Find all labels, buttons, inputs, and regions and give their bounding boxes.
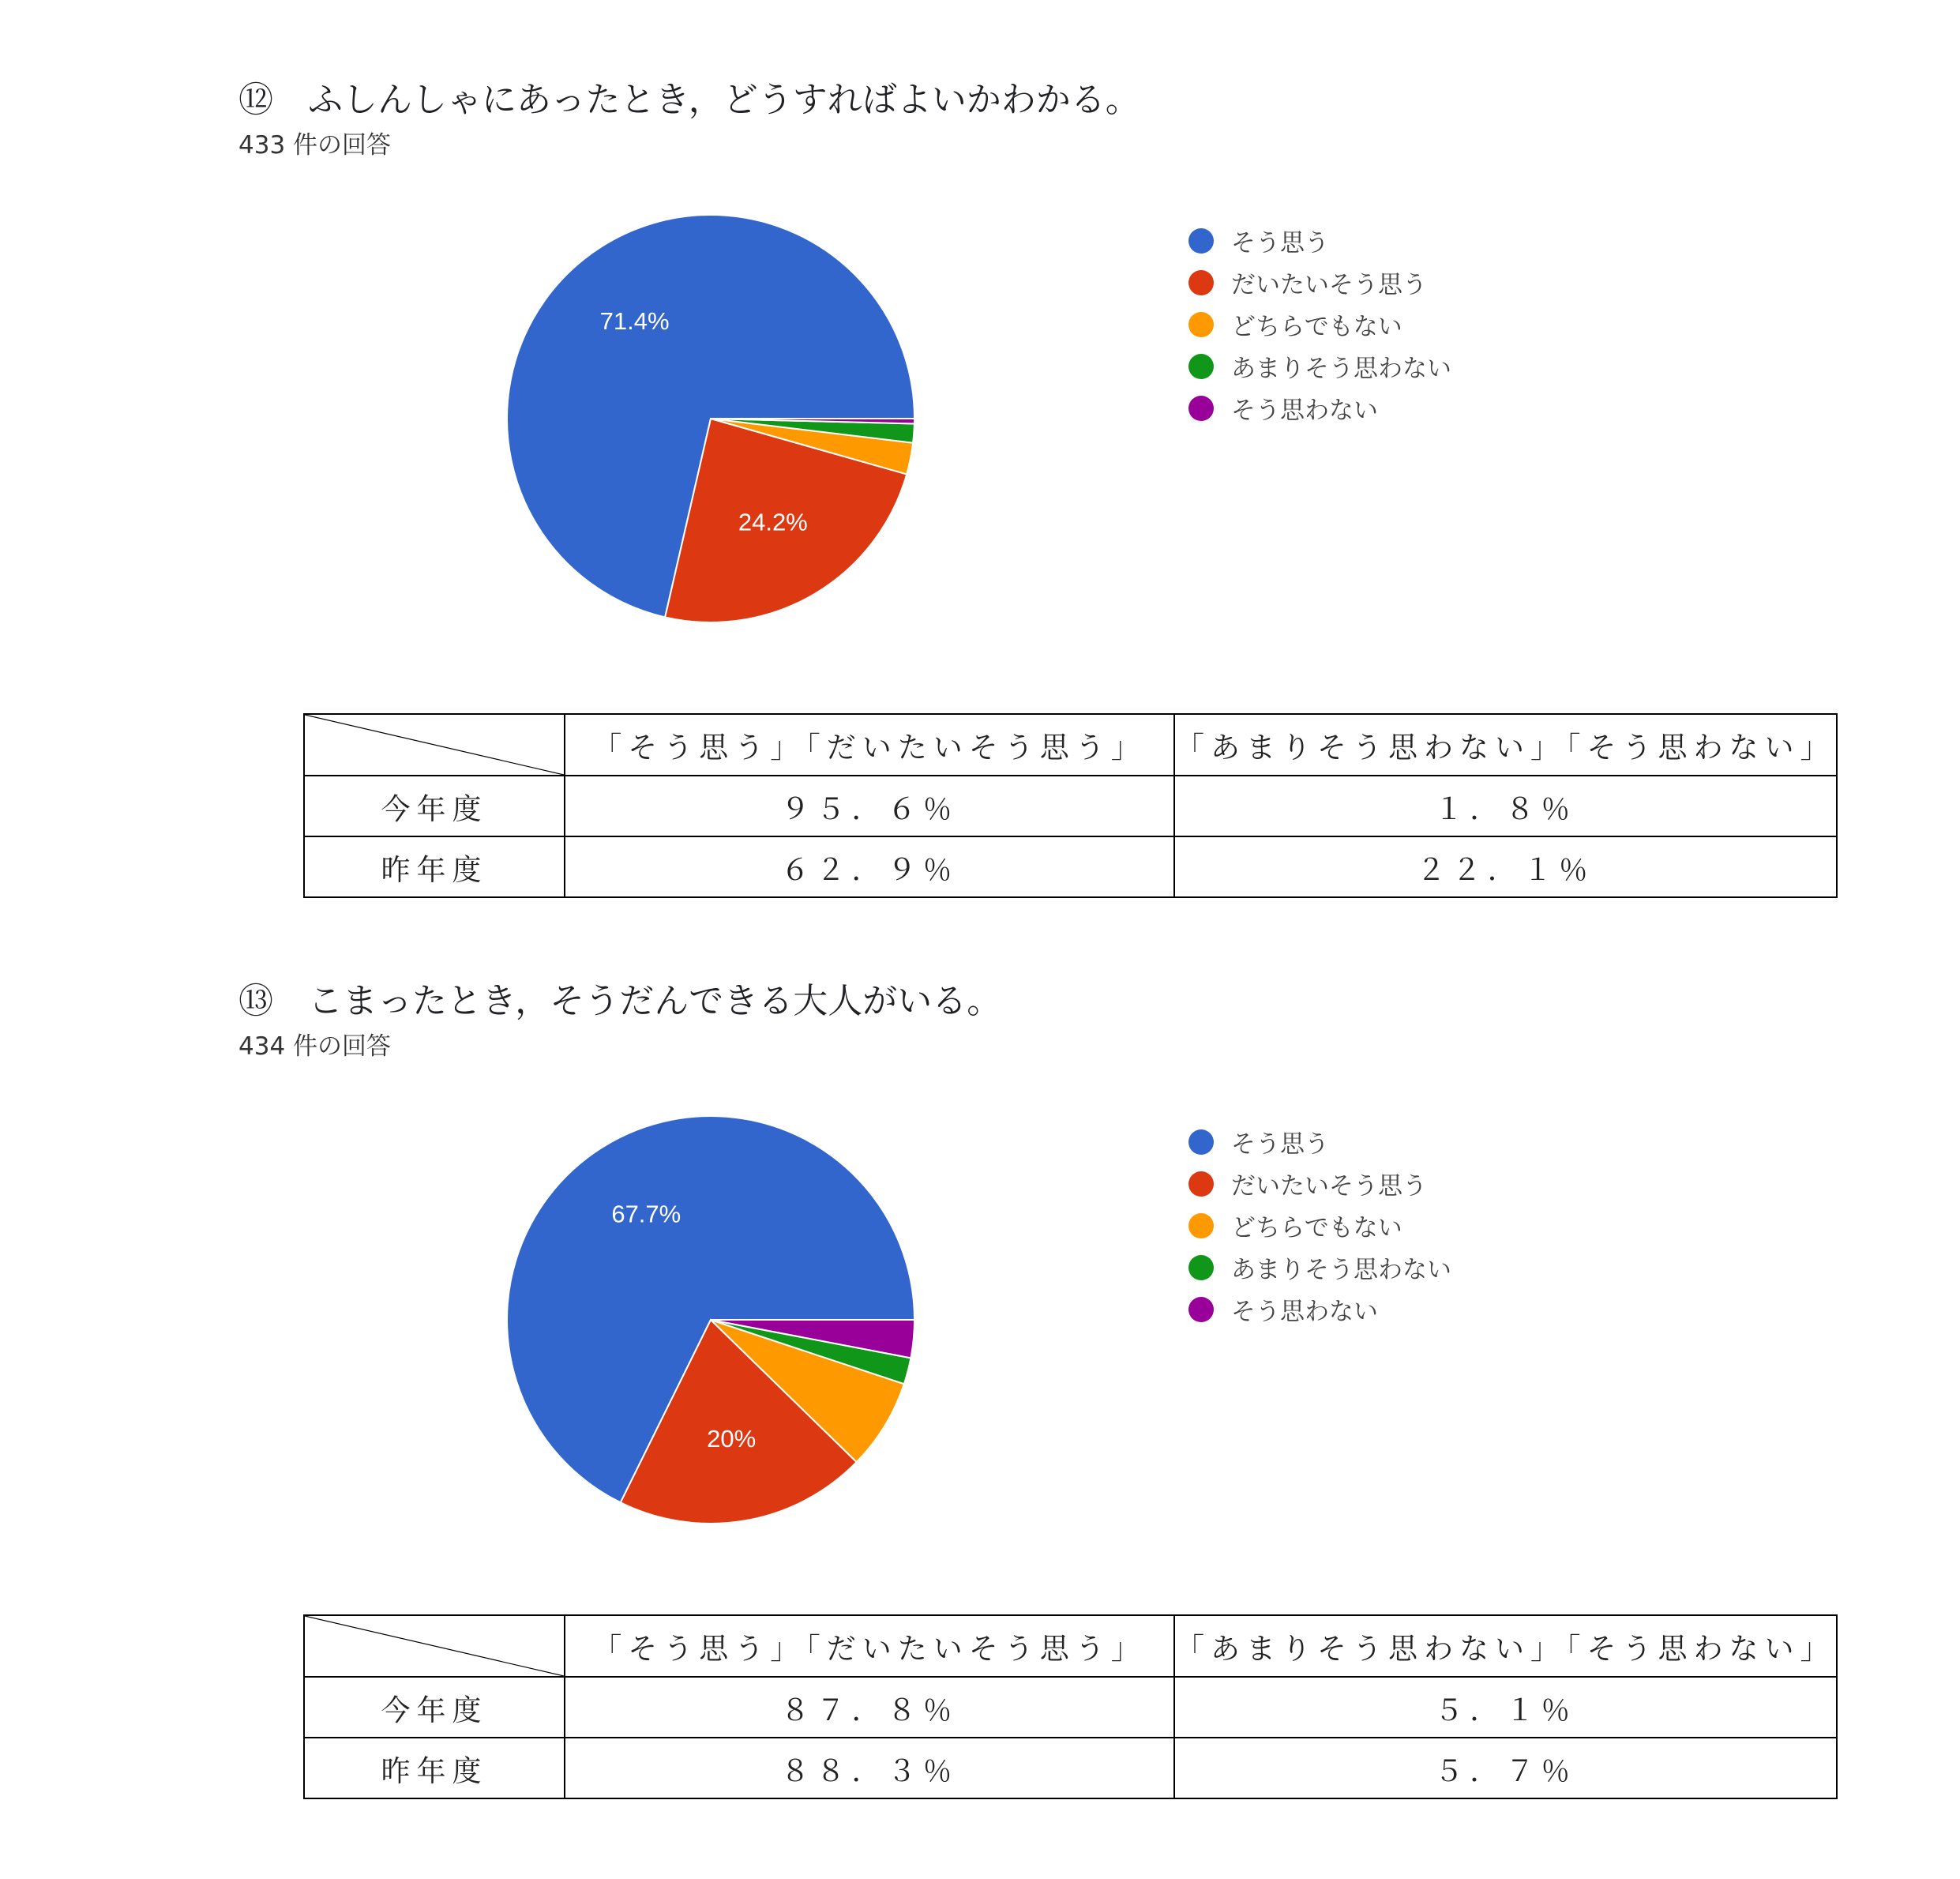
legend — [1188, 220, 1451, 429]
legend-dot — [1188, 396, 1214, 421]
legend-label: あまりそう思わない — [1231, 355, 1451, 383]
column-header: 「あまりそう思わない」「そう思わない」 — [1174, 1615, 1837, 1677]
legend-item — [1188, 387, 1451, 429]
legend-item — [1188, 1121, 1451, 1163]
comparison-table — [303, 1614, 1838, 1799]
legend-item — [1188, 345, 1451, 387]
legend-item — [1188, 220, 1451, 261]
legend-item — [1188, 303, 1451, 345]
row-label: 今年度 — [304, 1677, 565, 1738]
legend-dot — [1188, 354, 1214, 379]
table-cell: ５．７％ — [1174, 1738, 1837, 1798]
legend-dot — [1188, 1213, 1214, 1238]
legend-label: だいたいそう思う — [1231, 1172, 1427, 1201]
legend-label: そう思う — [1231, 1130, 1329, 1159]
legend-label: そう思わない — [1231, 1298, 1378, 1326]
legend-item — [1188, 1163, 1451, 1204]
legend-dot — [1188, 1171, 1214, 1197]
row-label: 今年度 — [304, 776, 565, 836]
diagonal-line — [305, 715, 564, 775]
chart-title: ⑫ ふしんしゃにあったとき，どうすればよいかわかる。 — [238, 80, 1140, 120]
table-cell: ８７．８％ — [565, 1677, 1174, 1738]
column-header: 「そう思う」「だいたいそう思う」 — [565, 714, 1174, 776]
legend-label: どちらでもない — [1231, 1214, 1402, 1242]
table-cell: ５．１％ — [1174, 1677, 1837, 1738]
legend-dot — [1188, 228, 1214, 254]
data-label: 24.2% — [738, 508, 808, 536]
legend — [1188, 1121, 1451, 1330]
legend-label: だいたいそう思う — [1231, 271, 1427, 299]
chart-title: ⑬ こまったとき，そうだんできる大人がいる。 — [238, 981, 1002, 1021]
legend-dot — [1188, 1129, 1214, 1155]
data-label: 67.7% — [611, 1200, 681, 1228]
table-cell: ９５．６％ — [565, 776, 1174, 836]
table-cell: ６２．９％ — [565, 836, 1174, 897]
table-cell: ８８．３％ — [565, 1738, 1174, 1798]
table-row — [304, 836, 1837, 897]
legend-dot — [1188, 270, 1214, 295]
column-header: 「あまりそう思わない」「そう思わない」 — [1174, 714, 1837, 776]
legend-label: あまりそう思わない — [1231, 1256, 1451, 1284]
table-row — [304, 776, 1837, 836]
legend-dot — [1188, 1255, 1214, 1280]
corner-cell — [304, 1615, 565, 1677]
pie-chart — [505, 213, 916, 624]
pie-chart — [505, 1114, 916, 1525]
legend-label: そう思う — [1231, 229, 1329, 257]
comparison-table — [303, 713, 1838, 898]
response-count: 434 件の回答 — [238, 1032, 392, 1061]
table-cell: ２２．１％ — [1174, 836, 1837, 897]
legend-item — [1188, 1288, 1451, 1330]
table-row — [304, 1677, 1837, 1738]
row-label: 昨年度 — [304, 1738, 565, 1798]
legend-item — [1188, 1204, 1451, 1246]
corner-cell — [304, 714, 565, 776]
row-label: 昨年度 — [304, 836, 565, 897]
table-header-row — [304, 1615, 1837, 1677]
legend-item — [1188, 1246, 1451, 1288]
table-row — [304, 1738, 1837, 1798]
diagonal-line — [305, 1616, 564, 1676]
table-header-row — [304, 714, 1837, 776]
legend-label: そう思わない — [1231, 396, 1378, 425]
data-label: 71.4% — [599, 307, 670, 336]
legend-label: どちらでもない — [1231, 313, 1402, 341]
data-label: 20% — [707, 1424, 757, 1452]
column-header: 「そう思う」「だいたいそう思う」 — [565, 1615, 1174, 1677]
table-cell: １．８％ — [1174, 776, 1837, 836]
legend-dot — [1188, 1297, 1214, 1322]
legend-item — [1188, 261, 1451, 303]
response-count: 433 件の回答 — [238, 131, 392, 160]
legend-dot — [1188, 312, 1214, 337]
